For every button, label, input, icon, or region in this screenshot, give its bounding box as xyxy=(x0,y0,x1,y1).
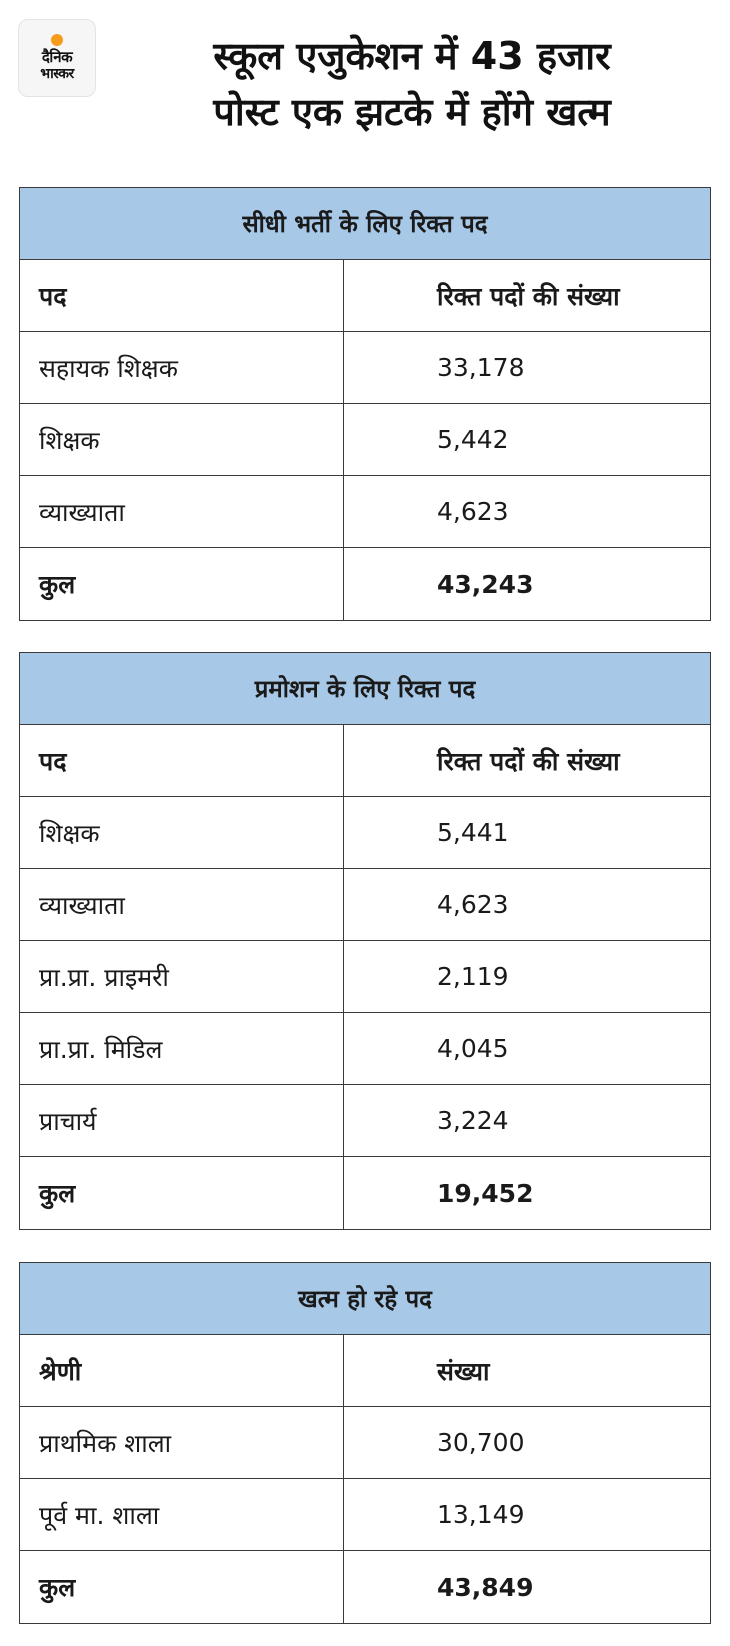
row-label: व्याख्याता xyxy=(20,869,344,940)
table-title: खत्म हो रहे पद xyxy=(20,1263,710,1335)
table-title: सीधी भर्ती के लिए रिक्त पद xyxy=(20,188,710,260)
header-cell-count: रिक्त पदों की संख्या xyxy=(437,746,620,776)
header xyxy=(0,0,730,180)
header-cell-category: श्रेणी xyxy=(20,1335,344,1406)
row-value: 3,224 xyxy=(437,1106,509,1135)
row-value: 4,045 xyxy=(437,1034,509,1063)
table-row xyxy=(20,1407,710,1479)
total-value: 43,243 xyxy=(437,569,534,599)
row-label: शिक्षक xyxy=(20,797,344,868)
table-title: प्रमोशन के लिए रिक्त पद xyxy=(20,653,710,725)
table-row xyxy=(20,332,710,404)
table-row xyxy=(20,404,710,476)
header-cell-post: पद xyxy=(20,260,344,331)
row-label: व्याख्याता xyxy=(20,476,344,547)
row-value: 13,149 xyxy=(437,1500,525,1529)
table-total-row xyxy=(20,1157,710,1229)
total-label: कुल xyxy=(20,1551,344,1623)
direct-recruitment-table xyxy=(19,187,711,621)
table-header-row xyxy=(20,260,710,332)
table-row xyxy=(20,1013,710,1085)
table-row xyxy=(20,869,710,941)
table-row xyxy=(20,797,710,869)
row-value: 30,700 xyxy=(437,1428,525,1457)
row-label: प्राथमिक शाला xyxy=(20,1407,344,1478)
title-line-2: पोस्ट एक झटके में होंगे खत्म xyxy=(213,90,611,134)
header-cell-post: पद xyxy=(20,725,344,796)
table-total-row xyxy=(20,548,710,620)
row-value: 33,178 xyxy=(437,353,525,382)
row-label: शिक्षक xyxy=(20,404,344,475)
row-label: प्राचार्य xyxy=(20,1085,344,1156)
table-row xyxy=(20,941,710,1013)
promotion-table xyxy=(19,652,711,1230)
abolished-posts-table xyxy=(19,1262,711,1624)
table-row xyxy=(20,1085,710,1157)
table-header-row xyxy=(20,725,710,797)
row-value: 5,442 xyxy=(437,425,509,454)
table-total-row xyxy=(20,1551,710,1623)
row-label: सहायक शिक्षक xyxy=(20,332,344,403)
table-header-row xyxy=(20,1335,710,1407)
page-title xyxy=(104,28,720,140)
row-value: 2,119 xyxy=(437,962,509,991)
logo-text-line1: दैनिक xyxy=(41,48,73,66)
dainik-bhaskar-logo xyxy=(18,19,96,97)
row-label: पूर्व मा. शाला xyxy=(20,1479,344,1550)
row-value: 4,623 xyxy=(437,497,509,526)
total-label: कुल xyxy=(20,1157,344,1229)
row-label: प्रा.प्रा. प्राइमरी xyxy=(20,941,344,1012)
total-value: 43,849 xyxy=(437,1572,534,1602)
logo-text-line2: भास्कर xyxy=(40,66,74,82)
row-value: 4,623 xyxy=(437,890,509,919)
table-row xyxy=(20,1479,710,1551)
title-line-1: स्कूल एजुकेशन में 43 हजार xyxy=(213,34,611,78)
header-cell-count: रिक्त पदों की संख्या xyxy=(437,281,620,311)
logo-sun-dot-icon xyxy=(51,34,63,46)
header-cell-count: संख्या xyxy=(437,1356,490,1386)
row-label: प्रा.प्रा. मिडिल xyxy=(20,1013,344,1084)
table-row xyxy=(20,476,710,548)
row-value: 5,441 xyxy=(437,818,509,847)
total-label: कुल xyxy=(20,548,344,620)
total-value: 19,452 xyxy=(437,1178,534,1208)
